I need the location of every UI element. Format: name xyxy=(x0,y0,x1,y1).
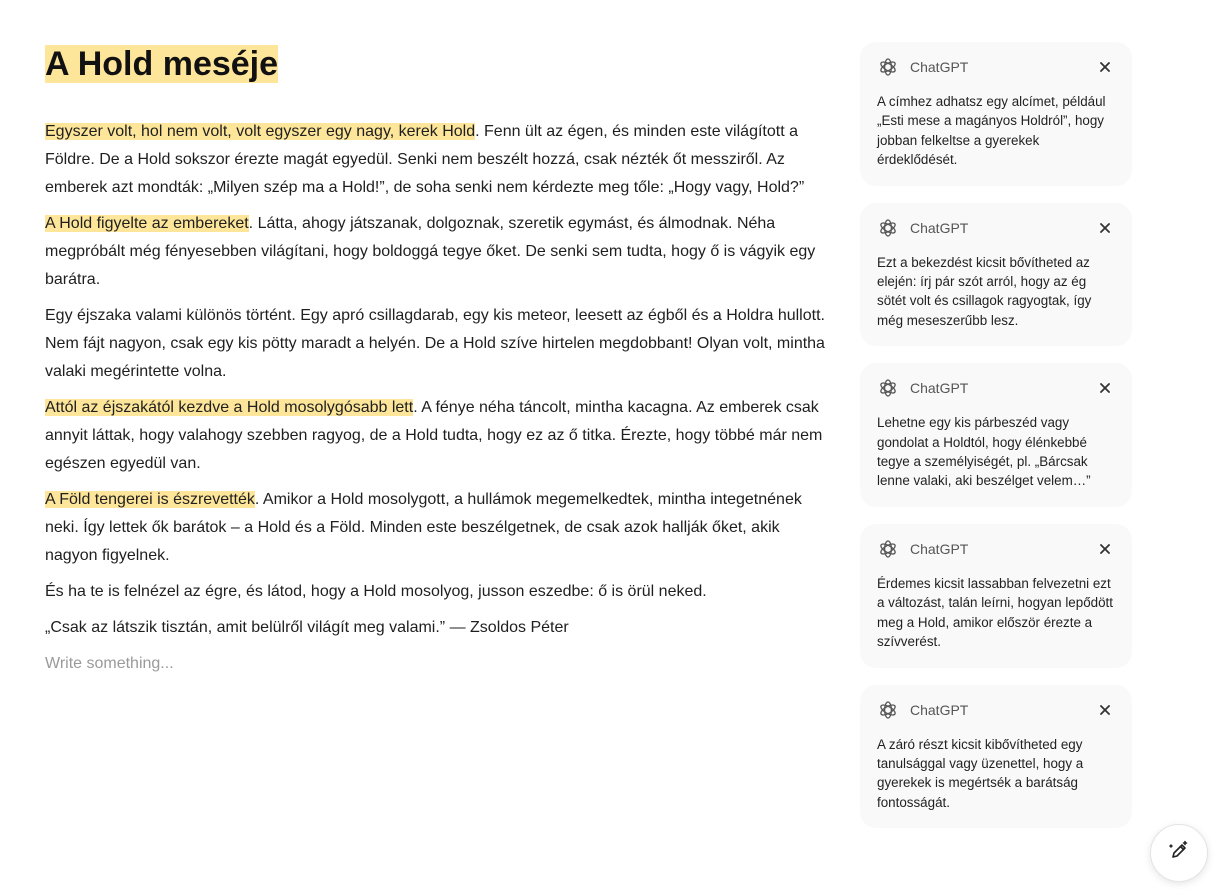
comment-card[interactable] xyxy=(860,42,1132,186)
close-icon[interactable] xyxy=(1095,378,1115,398)
write-placeholder[interactable]: Write something... xyxy=(45,655,174,672)
paragraph[interactable]: Attól az éjszakától kezdve a Hold mosolygósabb lett. A fénye néha táncolt, mintha kacagna. Az emberek csak annyit láttak, hogy valahogy szebben ragyog, de a Hold tudta, hogy ez az ő titka. Érezte, hogy többé már nem egészen egyedül van. xyxy=(45,399,823,472)
paragraph[interactable]: Egyszer volt, hol nem volt, volt egyszer egy nagy, kerek Hold. Fenn ült az égen, és minden este világított a Földre. De a Hold sokszor érezte magát egyedül. Senki nem beszélt hozzá, csak nézték őt messziről. Az emberek azt mondták: „Milyen szép ma a Hold!”, de soha senki nem kérdezte meg tőle: „Hogy vagy, Hold?” xyxy=(45,123,805,196)
chatgpt-logo-icon xyxy=(877,377,899,399)
chatgpt-logo-icon xyxy=(877,217,899,239)
comment-card[interactable] xyxy=(860,363,1132,507)
close-icon[interactable] xyxy=(1095,57,1115,77)
quote-paragraph[interactable]: „Csak az látszik tisztán, amit belülről világít meg valami.” — Zsoldos Péter xyxy=(45,619,569,636)
paragraph[interactable]: A Föld tengerei is észrevették. Amikor a Hold mosolygott, a hullámok megemelkedtek, mintha integetnének neki. Így lettek ők barátok – a Hold és a Föld. Minden este beszélgetnek, de csak azok hallják őket, akik nagyon figyelnek. xyxy=(45,491,802,564)
close-icon[interactable] xyxy=(1095,218,1115,238)
close-icon[interactable] xyxy=(1095,539,1115,559)
comment-author: ChatGPT xyxy=(910,59,969,75)
edit-suggestions-button[interactable] xyxy=(1150,824,1208,882)
comment-author: ChatGPT xyxy=(910,380,969,397)
paragraph[interactable]: És ha te is felnézel az égre, és látod, hogy a Hold mosolyog, jusson eszedbe: ő is örül neked. xyxy=(45,583,707,600)
comment-card[interactable] xyxy=(860,685,1132,829)
chatgpt-logo-icon xyxy=(877,56,899,78)
paragraph[interactable]: A Hold figyelte az embereket. Látta, ahogy játszanak, dolgoznak, szeretik egymást, és álmodnak. Néha megpróbált még fényesebben világítani, hogy boldoggá tegye őket. De senki sem tudta, hogy ő is vágyik egy barátra. xyxy=(45,215,816,288)
comment-text: A záró részt kicsit kibővítheted egy tanulsággal vagy üzenettel, hogy a gyerekek is megértsék a barátság fontosságát. xyxy=(877,736,1084,810)
comment-author: ChatGPT xyxy=(910,701,969,718)
comment-text: Érdemes kicsit lassabban felvezetni ezt a változást, talán leírni, hogyan lepődött meg a Hold, amikor először érezte a szívverést. xyxy=(877,575,1113,650)
highlighted-text[interactable]: Attól az éjszakától kezdve a Hold mosolygósabb lett xyxy=(45,399,414,416)
paragraph[interactable]: Egy éjszaka valami különös történt. Egy apró csillagdarab, egy kis meteor, leesett az égből és a Holdra hullott. Nem fájt nagyon, csak egy kis pötty maradt a helyén. De a Hold szíve hirtelen megdobbant! Olyan volt, mintha valaki megérintette volna. xyxy=(45,307,825,380)
highlighted-text[interactable]: A Föld tengerei is észrevették xyxy=(45,491,255,508)
comments-sidebar xyxy=(860,42,1132,845)
highlighted-text[interactable]: A Hold figyelte az embereket xyxy=(45,215,249,232)
comment-text: Ezt a bekezdést kicsit bővítheted az elején: írj pár szót arról, hogy az ég sötét volt és csillagok ragyogtak, így még meseszerűbb lesz. xyxy=(877,254,1092,328)
document-title[interactable]: A Hold meséje xyxy=(45,45,279,83)
comment-text: Lehetne egy kis párbeszéd vagy gondolat a Holdtól, hogy élénkebbé tegye a személyiségét, pl. „Bárcsak lenne valaki, aki beszélget velem…” xyxy=(877,415,1091,489)
comment-author: ChatGPT xyxy=(910,219,969,236)
comment-card[interactable] xyxy=(860,524,1132,668)
close-icon[interactable] xyxy=(1095,700,1115,720)
chatgpt-logo-icon xyxy=(877,699,899,721)
document-editor[interactable] xyxy=(45,40,825,694)
comment-text: A címhez adhatsz egy alcímet, például „Esti mese a magányos Holdról”, hogy jobban felkeltse a gyerekek érdeklődését. xyxy=(877,94,1106,168)
comment-author: ChatGPT xyxy=(910,540,969,557)
edit-pencil-sparkle-icon xyxy=(1168,840,1190,867)
highlighted-text[interactable]: Egyszer volt, hol nem volt, volt egyszer egy nagy, kerek Hold xyxy=(45,123,476,140)
comment-card[interactable] xyxy=(860,203,1132,347)
chatgpt-logo-icon xyxy=(877,538,899,560)
